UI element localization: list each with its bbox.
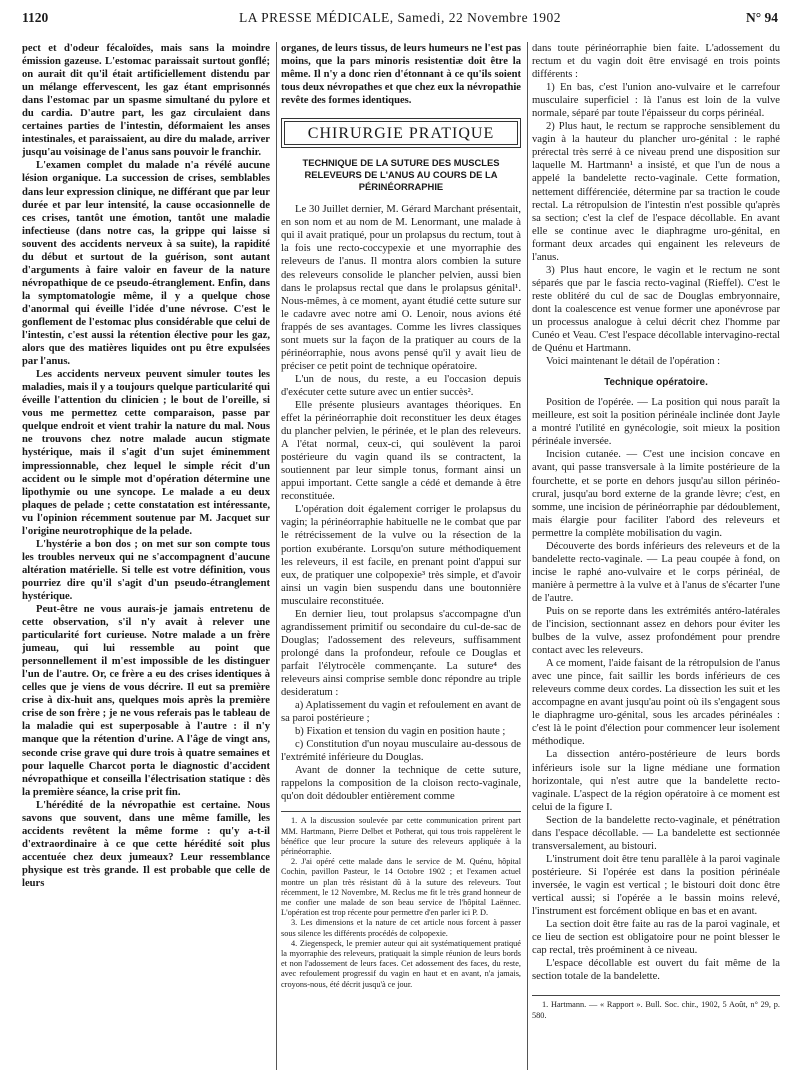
paragraph: Découverte des bords inférieurs des releveurs et de la bandelette recto-vaginale. — La peau coupée à fond, on incise le raphé ano-vulvaire et le corps périnéal, de manière à permettre à la vulve et à l'anus de s'écarter l'une de l'autre.: [532, 540, 780, 604]
paragraph: L'instrument doit être tenu parallèle à la paroi vaginale postérieure. Si l'opérée est dans la position périnéale inversée, le vagin est vertical ; le bistouri doit donc être vertical aussi; si l'opérée a le bassin moins relevé, l'instrument est forcément oblique en bas et en avant.: [532, 853, 780, 918]
paragraph: La dissection antéro-postérieure de leurs bords inférieurs isole sur la ligne médiane une formation horizontale, qui n'est autre que la bandelette recto-vaginale. L'aspect de la région opératoire à ce moment est celui de la figure I.: [532, 749, 780, 813]
paragraph: L'examen complet du malade n'a révélé aucune lésion organique. La succession de crises, semblables dans leur expression clinique, ne différant que par leur durée et par leur intensité, la cause occasionnelle de ces crises, tantôt une émotion, tantôt une maladie infectieuse (dans notre cas, la grippe qui laisse si souvent des accidents nerveux à sa suite), la rapidité du début et surtout de la guérison, sont autant d'arguments à faire valoir en faveur de la nature névropathique de ce pseudo-étranglement. Enfin, dans la symptomatologie même, il y a quelque chose d'anormal qui éveille l'idée d'une névrose. C'est le gonflement de l'estomac plus considérable que celui de l'intestin, c'est aussi la rétention élective pour les gaz, alors que des matières liquides ont pu être expulsées par l'anus.: [22, 160, 270, 368]
paragraph: Peut-être ne vous aurais-je jamais entretenu de cette observation, s'il n'y avait à relever une particularité fort curieuse. Notre malade a un frère jumeau, qui lui ressemble au point que personnellement il m'est impossible de les distinguer l'un de l'autre. Or, ce frère a eu des crises identiques à celles que je viens de vous décrire. Il eut sa première crise à dix-huit ans, quelques mois après la première crise de son frère ; je ne vous referais pas le tableau de la maladie qui est superposable à l'autre : il n'y manque que la rétention d'urine. A l'âge de vingt ans, seconde crise grave qui dure trois à quatre semaines et pour laquelle Charcot porta le diagnostic d'accident névropathique et conseilla l'électrisation statique : dès la première séance, la crise prit fin.: [22, 604, 270, 798]
paragraph: L'espace décollable est ouvert du fait même de la section totale de la bandelette.: [532, 958, 780, 983]
column-left: [22, 42, 270, 890]
list-item: 2) Plus haut, le rectum se rapproche sensiblement du vagin à la hauteur du plancher uro-génital : le raphé prérectal très serré à ce niveau prend une disposition sur laquelle M. Hartmann¹ a insisté, et que l'un de nous a appelé la bandelette recto-vaginale. Cette formation, nettement différenciée, détermine par sa traction le coude rectal. La rétropulsion de l'intestin n'est possible qu'après sa section; c'est la clef de l'espace décollable. En avant elle se continue avec le diaphragme uro-génital, en formant deux arcades qui engainent les releveurs de l'anus.: [532, 121, 780, 263]
paragraph: A ce moment, l'aide faisant de la rétropulsion de l'anus avec une pince, fait saillir les bords inférieurs de ces releveurs comme deux cordes. La dissection les suit et les accompagne en avant jusqu'au point où ils s'engagent sous le diaphragme uro-génital, sous les arcades périnéales : c'est là le point d'élection pour commencer leur isolement méthodique.: [532, 658, 780, 748]
paragraph: Le 30 Juillet dernier, M. Gérard Marchant présentait, en son nom et au nom de M. Lenormant, une malade à qui il avait pratiqué, pour un prolapsus du rectum, tout à la fois une recto-coccypexie et une myorraphie des releveurs de l'anus. Il montra alors combien la suture des releveurs consolide le plancher pelvien, aussi bien dans le prolapsus rectal que dans le prolapsus génital¹. Nous-mêmes, à ce moment, ayant étudié cette suture sur le cadavre avec notre ami O. Lenoir, nous avions été frappés de ses avantages. Comme les livres classiques sont muets sur la façon de la pratiquer au cours de la périnéorraphie, nous avons pensé qu'il y avait lieu de préciser ce petit point de technique opératoire.: [281, 204, 521, 372]
footnotes: [281, 811, 521, 989]
column-middle: [281, 42, 521, 990]
paragraph: Avant de donner la technique de cette suture, rappelons la composition de la cloison recto-vaginale, qu'on doit dédoubler entièrement comme: [281, 765, 521, 803]
paragraph: Les accidents nerveux peuvent simuler toutes les maladies, mais il y a toujours quelque particularité qui éveille l'attention du clinicien ; le bout de l'oreille, si vous me permettez cette comparaison, passe par quelque endroit et vient trahir la nature du mal. Nous ne trouvons chez notre malade aucun stigmate hystérique, mais il s'agit d'un sujet éminemment impressionnable, chez lequel le simple récit d'un accident ou le simple mot d'opération détermine une lipothymie ou une syncope. Le malade a eu deux plaques de pelade ; cette constatation est intéressante, vu l'opinion récemment soutenue par M. Jacquet sur l'origine neurotrophique de la pelade.: [22, 369, 270, 537]
subheading: Technique opératoire.: [604, 377, 708, 389]
list-item: a) Aplatissement du vagin et refoulement en avant de sa paroi postérieure ;: [281, 700, 521, 725]
list-item: b) Fixation et tension du vagin en position haute ;: [295, 726, 506, 738]
list-item: c) Constitution d'un noyau musculaire au-dessous de l'extrémité inférieure du Douglas.: [281, 739, 521, 764]
paragraph: L'un de nous, du reste, a eu l'occasion depuis d'exécuter cette suture avec un entier succès².: [281, 373, 521, 398]
paragraph: Position de l'opérée. — La position qui nous paraît la meilleure, est soit la position périnéale inclinée dont Jayle a montré l'utilité en gynécologie, soit mieux la position périnéale inversée.: [532, 397, 780, 448]
list-item: 3) Plus haut encore, le vagin et le rectum ne sont séparés que par le fascia recto-vaginal (Rieffel). C'est le reste oblitéré du cul de sac de Douglas embryonnaire, dont la coalescence est venue former une aponévrose par un processus analogue à celui décrit chez l'homme par Cunéo et Veau. C'est l'espace décollable intervagino-rectal de Quénu et Hartmann.: [532, 264, 780, 355]
footnote: 4. Ziegenspeck, le premier auteur qui ait systématiquement pratiqué la myorraphie des releveurs, pratiquait la simple réunion de leurs bords et non l'adossement de leurs faces. Cet adossement des faces, du reste, avec refoulement progressif du vagin en haut et en avant, n'a jamais, croyons-nous, été décrit jusqu'à ce jour.: [281, 938, 521, 989]
footnote: 1. A la discussion soulevée par cette communication prirent part MM. Hartmann, Pierre Delbet et Potherat, qui tous trois rappelèrent le bénéfice que leur procure la suture des releveurs appliquée à la périnéorraphie.: [281, 816, 521, 857]
paragraph: L'hystérie a bon dos ; on met sur son compte tous les troubles nerveux qui ne s'accompagnent d'aucune altération matérielle. Si telle est votre définition, vous pourriez dire qu'il s'agit d'un pseudo-étranglement hystérique.: [22, 538, 270, 602]
column-right: [532, 42, 780, 1021]
section-title: CHIRURGIE PRATIQUE: [284, 121, 518, 145]
page-number: 1120: [22, 10, 49, 25]
paragraph: En dernier lieu, tout prolapsus s'accompagne d'un agrandissement primitif ou secondaire du cul-de-sac de Douglas; l'adossement des releveurs, suffisamment prolongé dans la profondeur, refoule ce Douglas et parfait l'élytrocèle commençante. La suture⁴ des releveurs ainsi comprise semble donc répondre au triple desideratum :: [281, 608, 521, 699]
paragraph: dans toute périnéorraphie bien faite. L'adossement du rectum et du vagin doit être envisagé en trois points différents :: [532, 43, 780, 81]
paragraph: Elle présente plusieurs avantages théoriques. En effet la périnéorraphie doit reconstituer les deux étages du plancher pelvien, le périnée, et le plan des releveurs. A l'état normal, ceux-ci, qui soulèvent la paroi postérieure du vagin quand ils se contractent, la soutiennent par leur simple tonus, formant ainsi un appui important. Cette sangle a cédé et demande à être reconstituée.: [281, 399, 521, 503]
column-divider: [276, 42, 277, 1070]
page-header: [22, 10, 778, 32]
paragraph: Puis on se reporte dans les extrémités antéro-latérales de l'incision, sectionnant assez en dehors pour éviter les bulbes de la vulve, assez profondément pour prendre contact avec les releveurs.: [532, 605, 780, 657]
paragraph: Section de la bandelette recto-vaginale, et pénétration dans l'espace décollable. — La bandelette est sectionnée transversalement, au bistouri.: [532, 814, 780, 852]
list-item: 1) En bas, c'est l'union ano-vulvaire et le carrefour musculaire superficiel : là l'anus est loin de la vulve normale, séparé par toute l'épaisseur du corps périnéal.: [532, 82, 780, 120]
paragraph: L'hérédité de la névropathie est certaine. Nous savons que souvent, dans une même famille, les accidents revêtent la même forme : qu'y a-t-il d'extraordinaire à ce que cette hérédité soit plus accentuée chez deux jumeaux? Leur ressemblance physique est très grande. Il est probable que celle de leurs: [22, 799, 270, 889]
paragraph: Voici maintenant le détail de l'opération :: [546, 356, 721, 368]
article-title: TECHNIQUE DE LA SUTURE DES MUSCLES RELEVEURS DE L'ANUS AU COURS DE LA PÉRINÉORRAPHIE: [302, 157, 500, 193]
footnote: 3. Les dimensions et la nature de cet article nous forcent à passer sous silence les différents procédés de colpopexie.: [281, 918, 521, 938]
journal-title: LA PRESSE MÉDICALE, Samedi, 22 Novembre 1902: [239, 10, 561, 25]
footnote: 2. J'ai opéré cette malade dans le service de M. Quénu, hôpital Cochin, pavillon Pasteur, le 14 Octobre 1902 ; et l'examen actuel montre un plan très résistant dû à la suture des releveurs. Tout récemment, le 12 Novembre, M. Reclus me fit le très grand honneur de me confier une malade de son beau service de l'hôpital Laënnec. L'opération est trop récente pour permettre d'en parler ici P. D.: [281, 857, 521, 918]
issue-number: N° 94: [745, 10, 778, 25]
paragraph: L'opération doit également corriger le prolapsus du vagin; la périnéorraphie habituelle ne le combat que par le rétrécissement de la vulve ou la résection de la portion exubérante. Lorsqu'on suture méthodiquement les releveurs, il est facile, en prenant point d'appui sur eux, de pratiquer une colpopexie³ très simple, et d'avoir ainsi un vagin bien suspendu dans une boutonnière musculaire reconstituée.: [281, 504, 521, 607]
column-divider: [527, 42, 528, 1070]
paragraph: organes, de leurs tissus, de leurs humeurs ne l'est pas moins, que la pars minoris resistentiæ doit être la même. Il n'y a donc rien d'étonnant à ce qu'ils soient tous deux névropathes et que chez eux la névropathie revête des formes identiques.: [281, 43, 521, 107]
paragraph: La section doit être faite au ras de la paroi vaginale, et ce lieu de section est obligatoire pour ne point blesser le cap rectal, très proéminent à ce niveau.: [532, 919, 780, 957]
paragraph: pect et d'odeur fécaloïdes, mais sans la moindre émission gazeuse. L'estomac paraissait surtout gonflé; on aurait dit qu'il était artificiellement distendu par un mélange effervescent, les gaz étant emprisonnés dans l'estomac par un spasme simultané du pylore et du cardia. D'autre part, les gaz circulaient dans certaines parties de l'intestin, déformaient les anses intestinales, et paraissaient, au dire du malade, arriver jusqu'au voisinage de l'anus sans pouvoir le franchir.: [22, 43, 270, 159]
footnote: 1. Hartmann. — « Rapport ». Bull. Soc. chir., 1902, 5 Août, n° 29, p. 580.: [532, 995, 780, 1020]
paragraph: Incision cutanée. — C'est une incision concave en avant, qui passe transversale à la limite postérieure de la fourchette, et se porte en dehors jusqu'au sillon périnéo-crural, jusqu'au bord externe de la grande lèvre; c'est, en somme, une incision de périnéorraphie par dédoublement, mais élargie pour faciliter l'abord des releveurs et permettre la complète mobilisation du vagin.: [532, 449, 780, 539]
